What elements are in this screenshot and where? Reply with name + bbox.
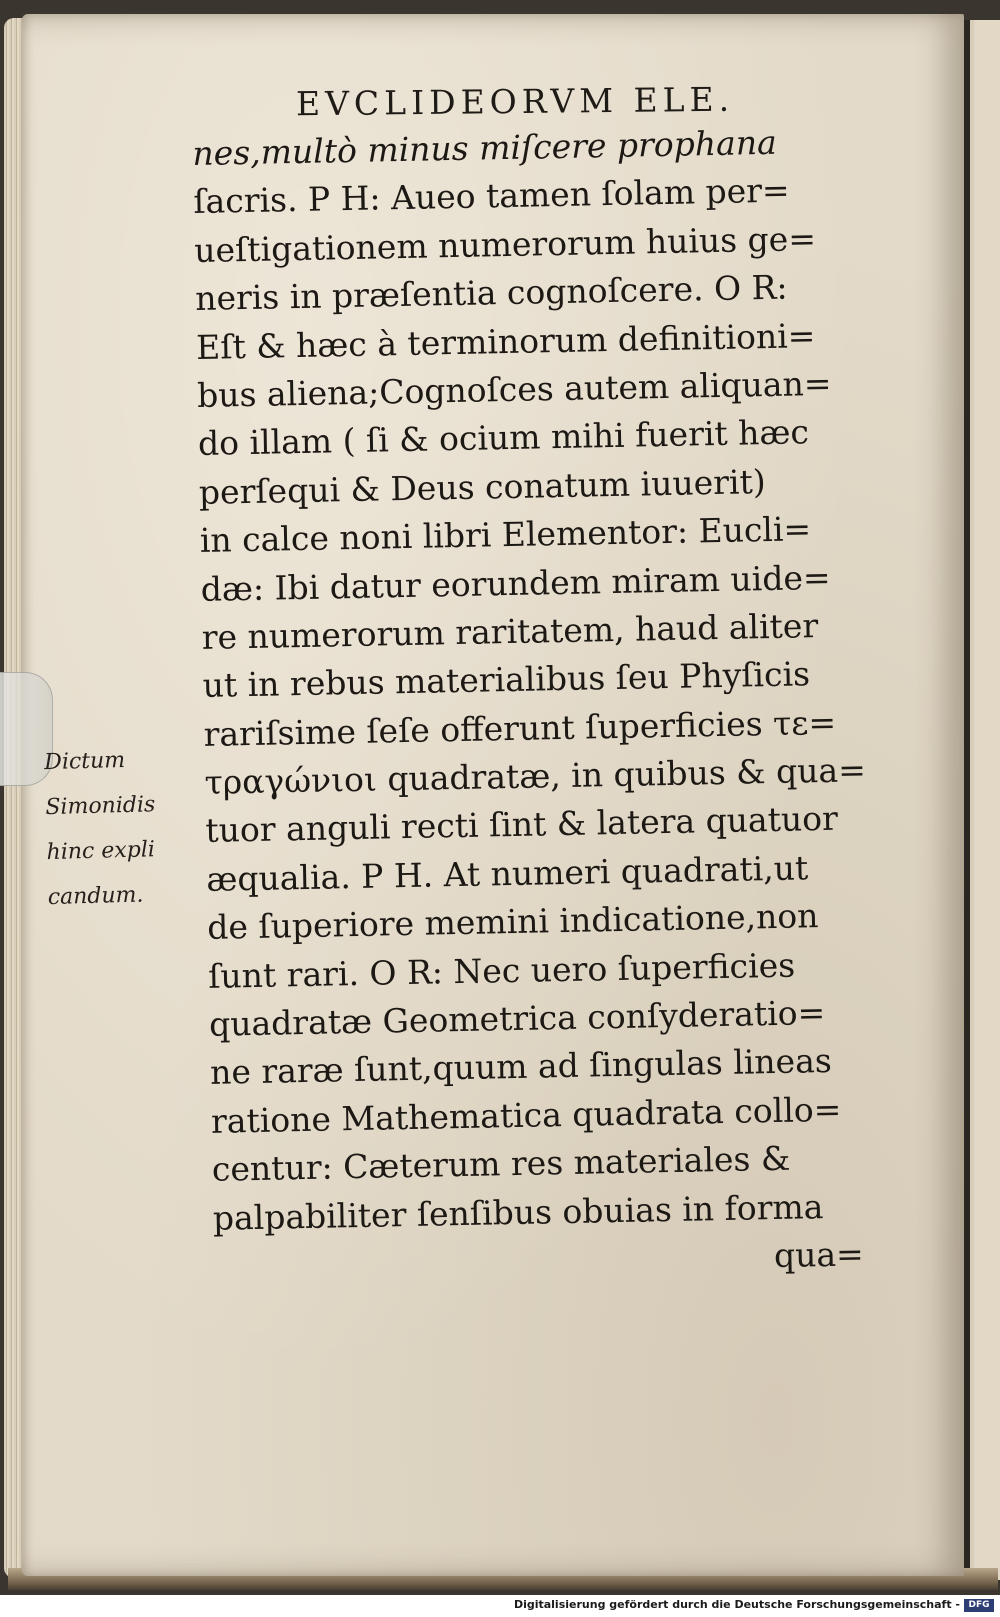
text-line: Eſt & hæc à terminorum definitioni= [195, 315, 816, 367]
text-line: ſacris. P H: Aueo tamen ſolam per= [193, 170, 790, 222]
text-line: palpabiliter ſenſibus obuias in forma [212, 1186, 824, 1238]
text-line: ne raræ ſunt,quum ad ſingulas lineas [209, 1041, 833, 1093]
text-line: neris in præſentia cognoſcere. O R: [194, 267, 788, 319]
running-head: EVCLIDEORVM ELE. [295, 79, 735, 124]
catchword: qua= [773, 1234, 865, 1276]
text-line: do illam ( ſi & ocium mihi fuerit hæc [197, 412, 810, 464]
text-line: de ſuperiore memini indicatione,non [206, 896, 819, 948]
text-line: bus aliena;Cognoſces autem aliquan= [196, 363, 832, 415]
text-line: nes,multò minus miſcere prophana [192, 122, 778, 173]
text-line: centur: Cæterum res materiales & [211, 1138, 791, 1190]
text-line: perſequi & Deus conatum iuuerit) [198, 461, 766, 512]
text-line: τραγώνιοι quadratæ, in quibus & qua= [204, 750, 867, 802]
margin-note-line: Dictum [43, 748, 126, 776]
text-line: rariſsime ſeſe offerunt ſuperficies τε= [203, 702, 837, 754]
dfg-logo: DFG [964, 1599, 994, 1612]
text-line: æqualia. P H. At numeri quadrati,ut [206, 848, 809, 899]
text-line: tuor anguli recti ſint & latera quatuor [205, 799, 839, 851]
margin-note-line: hinc expli [46, 837, 156, 866]
body-text [192, 117, 874, 1291]
margin-note-line: Simonidis [45, 792, 156, 821]
page-stack-edge-right [962, 20, 1000, 1580]
text-line: ueſtigationem numerorum huius ge= [193, 218, 817, 270]
text-line: ratione Mathematica quadrata collo= [210, 1089, 842, 1141]
footer-bar [0, 1595, 1000, 1617]
margin-note [44, 736, 209, 920]
margin-note-line: candum. [47, 882, 144, 911]
text-line: in calce noni libri Elementor: Eucli= [199, 509, 812, 561]
footer-credit: Digitalisierung gefördert durch die Deutsche Forschungsgemeinschaft - [513, 1598, 960, 1611]
text-line: ſunt rari. O R: Nec uero ſuperficies [207, 945, 796, 996]
text-line: re numerorum raritatem, haud aliter [201, 605, 819, 657]
text-line: quadratæ Geometrica conſyderatio= [208, 993, 826, 1044]
text-line: dæ: Ibi datur eorundem miram uide= [200, 557, 831, 609]
text-line: ut in rebus materialibus ſeu Phyſicis [202, 654, 811, 706]
